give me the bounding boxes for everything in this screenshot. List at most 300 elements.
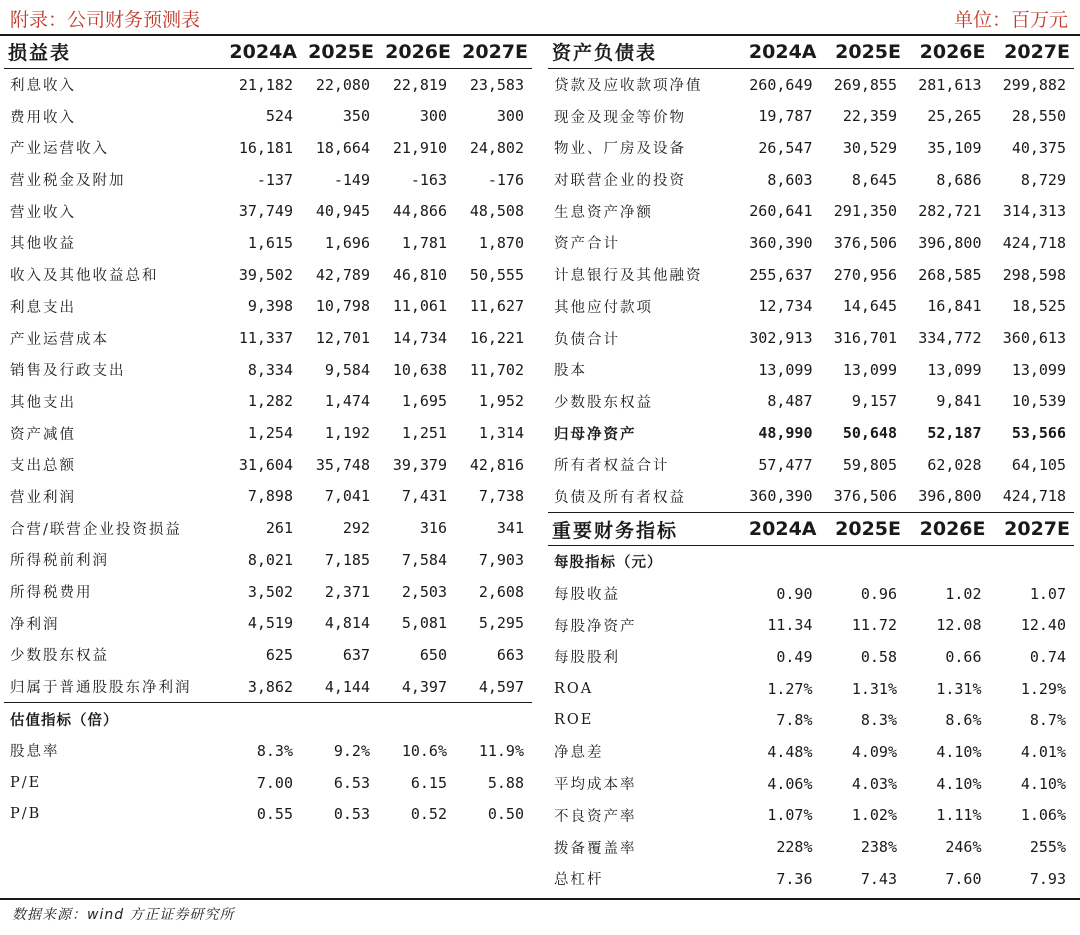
year-header: 2025E (308, 40, 374, 63)
cell-value: 18,525 (1011, 297, 1066, 316)
cell-value: 16,181 (238, 138, 293, 157)
income-row (4, 68, 532, 100)
cell-value: 2,503 (401, 582, 447, 601)
row-label: 少数股东权益 (554, 394, 653, 411)
valuation-body (4, 703, 532, 735)
cell-value: 8,645 (851, 170, 897, 189)
cell-value: 1,781 (401, 233, 447, 252)
cell-value: 42,789 (315, 265, 370, 284)
row-label: 股本 (554, 363, 587, 380)
cell-value: 0.90 (776, 584, 813, 603)
cell-value: 19,787 (758, 107, 813, 126)
cell-value: 35,748 (315, 455, 370, 474)
cell-value: 270,956 (833, 265, 897, 284)
row-label: 产业运营成本 (10, 331, 109, 348)
indicator-row (548, 768, 1074, 800)
row-label: 净息差 (554, 745, 604, 762)
cell-value: 48,990 (758, 424, 813, 443)
cell-value: 314,313 (1002, 202, 1066, 221)
cell-value: 8,729 (1020, 170, 1066, 189)
indicators-head (548, 513, 1074, 578)
year-header: 2027E (1004, 518, 1070, 541)
cell-value: 292 (342, 519, 370, 538)
cell-value: 37,749 (238, 202, 293, 221)
row-label: 营业税金及附加 (10, 173, 126, 190)
cell-value: 228% (776, 838, 813, 857)
cell-value: 8,021 (247, 550, 293, 569)
balance-row (548, 354, 1074, 386)
cell-value: 1,952 (478, 392, 524, 411)
indicator-row (548, 578, 1074, 610)
cell-value: 40,375 (1011, 138, 1066, 157)
cell-value: 4.01% (1020, 742, 1066, 761)
cell-value: 4,144 (324, 677, 370, 696)
year-header: 2027E (462, 40, 528, 63)
cell-value: 0.52 (410, 805, 447, 824)
cell-value: 9.2% (333, 741, 370, 760)
cell-value: 25,265 (927, 107, 982, 126)
cell-value: 50,648 (842, 424, 897, 443)
cell-value: 0.96 (860, 584, 897, 603)
row-label: 利息收入 (10, 78, 76, 95)
indicator-row (548, 673, 1074, 705)
cell-value: 1,695 (401, 392, 447, 411)
row-label: 利息支出 (10, 299, 76, 316)
balance-header-row (548, 36, 1074, 68)
income-row (4, 227, 532, 259)
balance-row (548, 227, 1074, 259)
cell-value: 59,805 (842, 455, 897, 474)
cell-value: 11,061 (392, 297, 447, 316)
balance-row (548, 195, 1074, 227)
cell-value: 260,649 (749, 75, 813, 94)
cell-value: 0.53 (333, 805, 370, 824)
cell-value: 1,251 (401, 424, 447, 443)
cell-value: 6.15 (410, 773, 447, 792)
cell-value: 10,539 (1011, 392, 1066, 411)
cell-value: 2,371 (324, 582, 370, 601)
cell-value: 298,598 (1002, 265, 1066, 284)
row-label: 贷款及应收款项净值 (554, 78, 703, 95)
cell-value: 625 (265, 645, 293, 664)
cell-value: 396,800 (918, 487, 982, 506)
cell-value: 14,645 (842, 297, 897, 316)
income-row (4, 512, 532, 544)
balance-row (548, 417, 1074, 449)
cell-value: 39,502 (238, 265, 293, 284)
cell-value: 350 (342, 107, 370, 126)
row-label: P/B (10, 806, 42, 823)
cell-value: 31,604 (238, 455, 293, 474)
cell-value: 13,099 (758, 360, 813, 379)
row-label: 每股收益 (554, 587, 620, 604)
balance-row (548, 68, 1074, 100)
income-row (4, 164, 532, 196)
balance-row (548, 386, 1074, 418)
income-body (4, 68, 532, 703)
cell-value: 12.40 (1020, 616, 1066, 635)
cell-value: 7,185 (324, 550, 370, 569)
cell-value: 7,584 (401, 550, 447, 569)
row-label: 归母净资产 (554, 425, 637, 443)
cell-value: 16,841 (927, 297, 982, 316)
cell-value: 376,506 (833, 233, 897, 252)
cell-value: 268,585 (918, 265, 982, 284)
row-label: 支出总额 (10, 458, 76, 475)
year-header: 2026E (919, 518, 986, 541)
income-row (4, 607, 532, 639)
year-header: 2026E (385, 40, 451, 63)
balance-row (548, 132, 1074, 164)
income-row (4, 259, 532, 291)
cell-value: 11.72 (851, 616, 897, 635)
row-label: 销售及行政支出 (10, 363, 126, 380)
cell-value: 62,028 (927, 455, 982, 474)
footer-rule (0, 898, 1080, 900)
row-label: 归属于普通股股东净利润 (10, 680, 192, 697)
cell-value: 261 (265, 519, 293, 538)
cell-value: 316 (419, 519, 447, 538)
cell-value: 291,350 (833, 202, 897, 221)
cell-value: 4.48% (767, 742, 813, 761)
cell-value: 1.06% (1020, 806, 1066, 825)
cell-value: 21,910 (392, 138, 447, 157)
report-header (0, 0, 1080, 36)
cell-value: 4.03% (851, 774, 897, 793)
income-row (4, 386, 532, 418)
cell-value: 13,099 (842, 360, 897, 379)
cell-value: 1,696 (324, 233, 370, 252)
cell-value: 300 (496, 107, 524, 126)
cell-value: 246% (945, 838, 982, 857)
cell-value: 1.31% (936, 679, 982, 698)
row-label: 现金及现金等价物 (554, 109, 686, 126)
cell-value: 10,798 (315, 297, 370, 316)
cell-value: 9,841 (936, 392, 982, 411)
cell-value: 5,295 (478, 614, 524, 633)
cell-value: 4,397 (401, 677, 447, 696)
row-label: 不良资产率 (554, 808, 637, 825)
cell-value: 7,898 (247, 487, 293, 506)
valuation-row (4, 799, 532, 831)
cell-value: 424,718 (1002, 487, 1066, 506)
cell-value: 299,882 (1002, 75, 1066, 94)
indicator-row (548, 704, 1074, 736)
income-title: 损益表 (8, 42, 72, 65)
row-label: ROA (554, 680, 594, 697)
cell-value: 260,641 (749, 202, 813, 221)
indicators-title: 重要财务指标 (552, 519, 679, 542)
cell-value: -137 (256, 170, 293, 189)
row-label: 物业、厂房及设备 (554, 141, 686, 158)
cell-value: 7,738 (478, 487, 524, 506)
income-row (4, 322, 532, 354)
cell-value: 2,608 (478, 582, 524, 601)
cell-value: 238% (860, 838, 897, 857)
cell-value: 12,701 (315, 329, 370, 348)
income-row (4, 576, 532, 608)
cell-value: 1,254 (247, 424, 293, 443)
cell-value: 0.74 (1029, 647, 1066, 666)
indicators-body (548, 578, 1074, 895)
row-label: 负债及所有者权益 (554, 489, 686, 506)
cell-value: 360,390 (749, 487, 813, 506)
row-label: 其他应付款项 (554, 299, 653, 316)
balance-row (548, 291, 1074, 323)
income-row (4, 449, 532, 481)
cell-value: 4,814 (324, 614, 370, 633)
cell-value: 7.00 (256, 773, 293, 792)
income-panel (4, 36, 532, 830)
cell-value: 1.02 (945, 584, 982, 603)
cell-value: 4.10% (936, 742, 982, 761)
indicators-section-row (548, 546, 1074, 578)
valuation-title: 估值指标（倍） (10, 711, 119, 729)
cell-value: 360,390 (749, 233, 813, 252)
per-share-section-title: 每股指标（元） (554, 554, 663, 572)
row-label: 平均成本率 (554, 777, 637, 794)
cell-value: 1,870 (478, 233, 524, 252)
cell-value: 7,903 (478, 550, 524, 569)
cell-value: 11.34 (767, 616, 813, 635)
cell-value: 282,721 (918, 202, 982, 221)
cell-value: 6.53 (333, 773, 370, 792)
cell-value: 42,816 (469, 455, 524, 474)
row-label: 总杠杆 (554, 872, 604, 889)
row-label: 股息率 (10, 744, 60, 761)
cell-value: -176 (487, 170, 524, 189)
cell-value: 50,555 (469, 265, 524, 284)
cell-value: 8,487 (767, 392, 813, 411)
income-header-row (4, 36, 532, 68)
row-label: 营业收入 (10, 204, 76, 221)
cell-value: 9,584 (324, 360, 370, 379)
balance-title: 资产负债表 (552, 42, 658, 65)
cell-value: 12,734 (758, 297, 813, 316)
cell-value: 53,566 (1011, 424, 1066, 443)
indicator-row (548, 736, 1074, 768)
cell-value: 302,913 (749, 329, 813, 348)
cell-value: 4.09% (851, 742, 897, 761)
cell-value: 24,802 (469, 138, 524, 157)
cell-value: 663 (496, 645, 524, 664)
indicator-row (548, 863, 1074, 895)
cell-value: 8.3% (860, 711, 897, 730)
cell-value: 300 (419, 107, 447, 126)
cell-value: 4.06% (767, 774, 813, 793)
year-header: 2027E (1004, 40, 1070, 63)
cell-value: 11.9% (478, 741, 524, 760)
cell-value: -149 (333, 170, 370, 189)
cell-value: 316,701 (833, 329, 897, 348)
cell-value: 1.29% (1020, 679, 1066, 698)
cell-value: 5.88 (487, 773, 524, 792)
cell-value: 341 (496, 519, 524, 538)
cell-value: 8,334 (247, 360, 293, 379)
cell-value: 64,105 (1011, 455, 1066, 474)
indicator-row (548, 831, 1074, 863)
valuation-section-row (4, 703, 532, 735)
cell-value: 13,099 (1011, 360, 1066, 379)
row-label: 营业利润 (10, 489, 76, 506)
unit-label: 单位：百万元 (953, 9, 1068, 31)
indicator-row (548, 800, 1074, 832)
row-label: 所有者权益合计 (554, 458, 670, 475)
row-label: 计息银行及其他融资 (554, 268, 703, 285)
cell-value: 5,081 (401, 614, 447, 633)
balance-body (548, 68, 1074, 513)
row-label: 所得税费用 (10, 585, 93, 602)
cell-value: 650 (419, 645, 447, 664)
cell-value: 7,431 (401, 487, 447, 506)
cell-value: 0.50 (487, 805, 524, 824)
row-label: ROE (554, 712, 594, 729)
balance-row (548, 322, 1074, 354)
cell-value: 1.31% (851, 679, 897, 698)
row-label: P/E (10, 774, 42, 791)
cell-value: 255,637 (749, 265, 813, 284)
row-label: 费用收入 (10, 109, 76, 126)
cell-value: 40,945 (315, 202, 370, 221)
cell-value: 524 (265, 107, 293, 126)
cell-value: 1.27% (767, 679, 813, 698)
cell-value: 52,187 (927, 424, 982, 443)
cell-value: 13,099 (927, 360, 982, 379)
cell-value: 39,379 (392, 455, 447, 474)
balance-row (548, 100, 1074, 132)
cell-value: 637 (342, 645, 370, 664)
income-row (4, 671, 532, 703)
valuation-row (4, 735, 532, 767)
cell-value: 21,182 (238, 75, 293, 94)
cell-value: 269,855 (833, 75, 897, 94)
indicator-row (548, 609, 1074, 641)
cell-value: 1,314 (478, 424, 524, 443)
year-header: 2024A (748, 40, 817, 63)
cell-value: 1.07 (1029, 584, 1066, 603)
cell-value: 10,638 (392, 360, 447, 379)
cell-value: 4,597 (478, 677, 524, 696)
income-row (4, 291, 532, 323)
cell-value: 8.3% (256, 741, 293, 760)
row-label: 收入及其他收益总和 (10, 268, 159, 285)
cell-value: 1,615 (247, 233, 293, 252)
cell-value: 7.43 (860, 869, 897, 888)
cell-value: 22,080 (315, 75, 370, 94)
indicator-row (548, 641, 1074, 673)
cell-value: 376,506 (833, 487, 897, 506)
cell-value: 281,613 (918, 75, 982, 94)
valuation-rows (4, 735, 532, 830)
cell-value: 0.55 (256, 805, 293, 824)
cell-value: 11,702 (469, 360, 524, 379)
cell-value: 48,508 (469, 202, 524, 221)
cell-value: 35,109 (927, 138, 982, 157)
cell-value: 8,686 (936, 170, 982, 189)
row-label: 每股股利 (554, 650, 620, 667)
balance-panel (548, 36, 1074, 895)
cell-value: 7.93 (1029, 869, 1066, 888)
row-label: 负债合计 (554, 331, 620, 348)
cell-value: 1,282 (247, 392, 293, 411)
cell-value: 7.60 (945, 869, 982, 888)
balance-row (548, 449, 1074, 481)
income-row (4, 354, 532, 386)
row-label: 资产减值 (10, 426, 76, 443)
cell-value: 0.66 (945, 647, 982, 666)
cell-value: 1.02% (851, 806, 897, 825)
row-label: 其他收益 (10, 236, 76, 253)
year-header: 2025E (835, 518, 901, 541)
cell-value: 18,664 (315, 138, 370, 157)
cell-value: 334,772 (918, 329, 982, 348)
data-source: 数据来源：wind 方正证券研究所 (12, 907, 235, 923)
cell-value: 3,862 (247, 677, 293, 696)
cell-value: 11,627 (469, 297, 524, 316)
row-label: 拨备覆盖率 (554, 840, 637, 857)
income-row (4, 195, 532, 227)
year-header: 2025E (835, 40, 901, 63)
income-row (4, 481, 532, 513)
cell-value: 46,810 (392, 265, 447, 284)
cell-value: 4.10% (936, 774, 982, 793)
cell-value: 16,221 (469, 329, 524, 348)
cell-value: 11,337 (238, 329, 293, 348)
cell-value: 3,502 (247, 582, 293, 601)
income-row (4, 132, 532, 164)
income-table (4, 36, 532, 830)
balance-row (548, 259, 1074, 291)
balance-row (548, 164, 1074, 196)
cell-value: 0.58 (860, 647, 897, 666)
income-row (4, 544, 532, 576)
cell-value: 9,157 (851, 392, 897, 411)
cell-value: 23,583 (469, 75, 524, 94)
year-header: 2024A (229, 40, 297, 63)
cell-value: 1.07% (767, 806, 813, 825)
cell-value: 12.08 (936, 616, 982, 635)
cell-value: 7.36 (776, 869, 813, 888)
balance-row (548, 481, 1074, 513)
cell-value: 26,547 (758, 138, 813, 157)
row-label: 其他支出 (10, 394, 76, 411)
cell-value: -163 (410, 170, 447, 189)
valuation-row (4, 767, 532, 799)
cell-value: 7,041 (324, 487, 370, 506)
income-row (4, 639, 532, 671)
row-label: 每股净资产 (554, 618, 637, 635)
report-title: 附录：公司财务预测表 (10, 9, 201, 31)
cell-value: 1,192 (324, 424, 370, 443)
cell-value: 396,800 (918, 233, 982, 252)
income-row (4, 100, 532, 132)
income-row (4, 417, 532, 449)
cell-value: 8.7% (1029, 711, 1066, 730)
cell-value: 14,734 (392, 329, 447, 348)
year-header: 2026E (919, 40, 986, 63)
cell-value: 57,477 (758, 455, 813, 474)
cell-value: 7.8% (776, 711, 813, 730)
row-label: 对联营企业的投资 (554, 173, 686, 190)
cell-value: 4,519 (247, 614, 293, 633)
cell-value: 1.11% (936, 806, 982, 825)
row-label: 所得税前利润 (10, 553, 109, 570)
cell-value: 10.6% (401, 741, 447, 760)
cell-value: 22,359 (842, 107, 897, 126)
row-label: 合营/联营企业投资损益 (10, 521, 182, 538)
cell-value: 255% (1029, 838, 1066, 857)
cell-value: 22,819 (392, 75, 447, 94)
